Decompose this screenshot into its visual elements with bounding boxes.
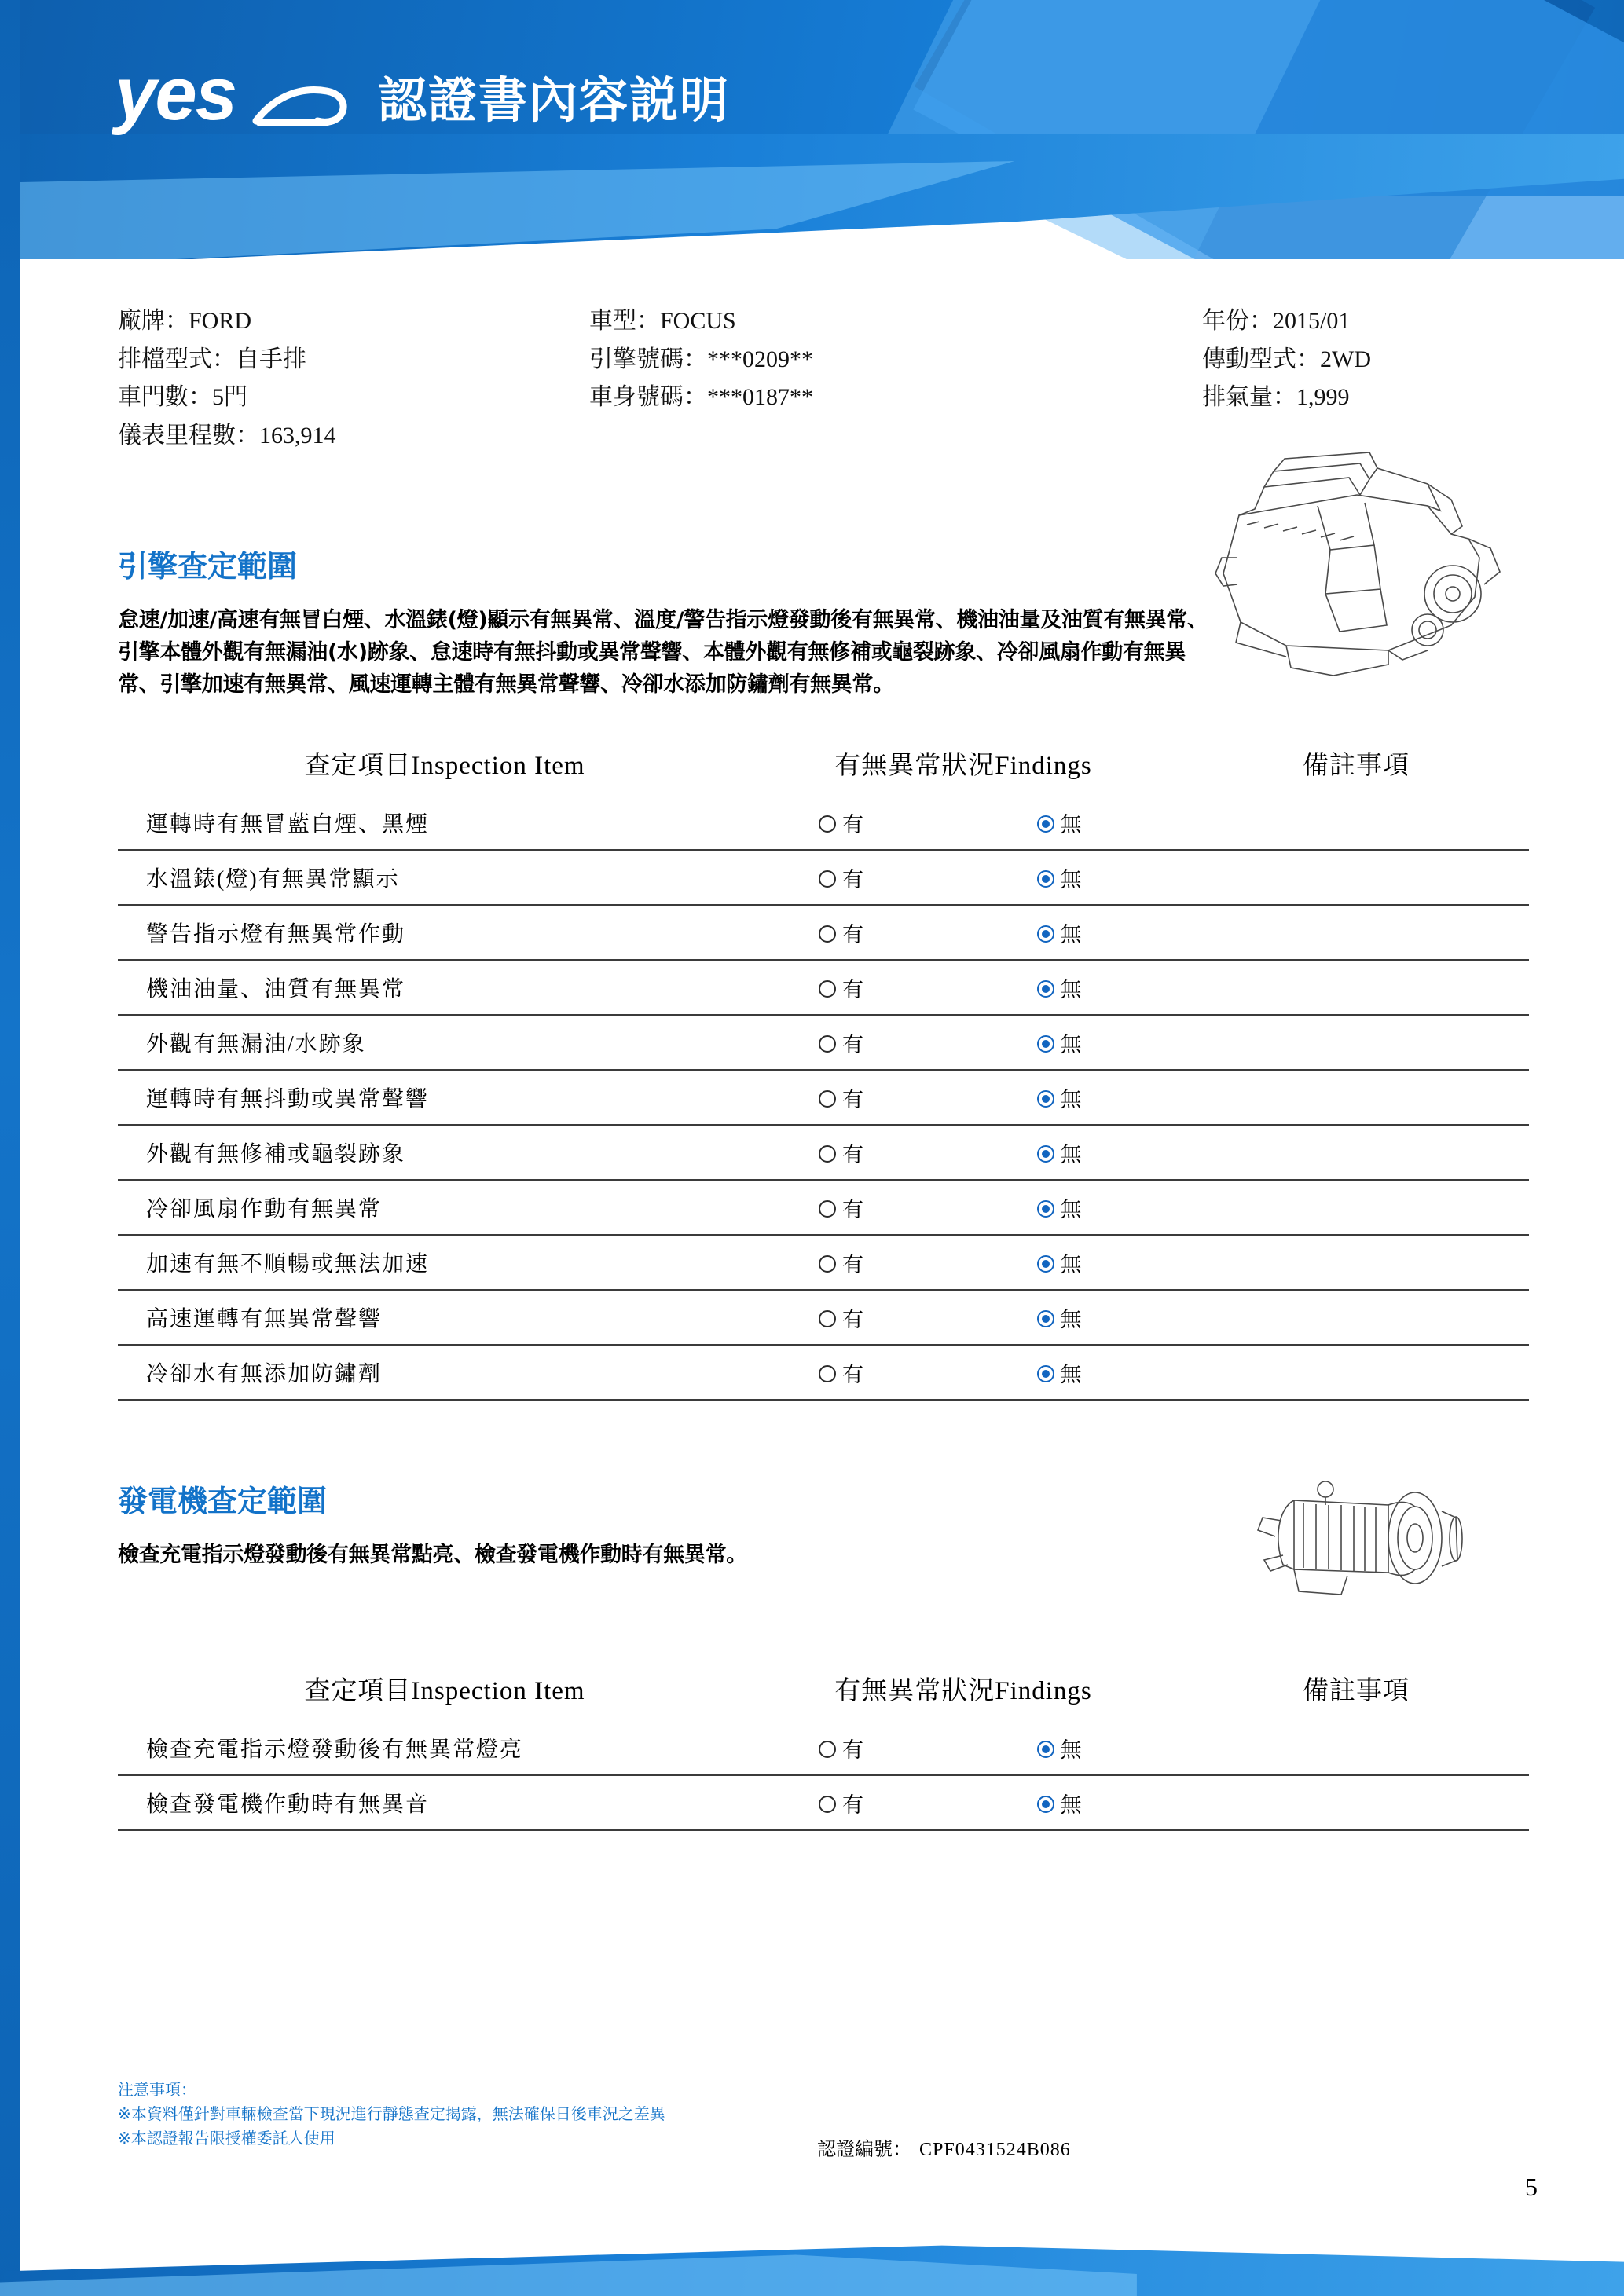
certificate-number-label: 認證編號： — [817, 2140, 911, 2160]
table-row — [118, 960, 1529, 1015]
left-blue-edge — [0, 0, 20, 2296]
info-value: ***0209** — [707, 346, 813, 372]
vehicle-info-row — [118, 302, 1516, 341]
radio-no-label: 無 — [1060, 1087, 1082, 1111]
brand-logo — [115, 52, 350, 143]
radio-yes-label: 有 — [842, 1142, 863, 1166]
radio-yes-label: 有 — [842, 867, 863, 892]
findings-cell — [743, 1721, 1183, 1775]
note-cell — [1183, 1721, 1529, 1775]
info-value: 1,999 — [1296, 384, 1350, 411]
findings-cell — [743, 1775, 1183, 1830]
table-header-row — [118, 738, 1529, 796]
note-cell — [1183, 1345, 1529, 1400]
radio-yes-label: 有 — [842, 1307, 863, 1331]
table-row — [118, 1235, 1529, 1290]
table-row — [118, 1345, 1529, 1400]
inspection-item-label: 水溫錶(燈)有無異常顯示 — [118, 850, 743, 905]
info-transmission — [118, 341, 589, 379]
column-header-note: 備註事項 — [1303, 752, 1410, 781]
radio-option-yes[interactable] — [743, 1302, 952, 1333]
info-label: 年份： — [1202, 308, 1273, 334]
radio-yes-icon[interactable] — [819, 1035, 836, 1053]
table-row — [118, 1721, 1529, 1775]
radio-yes-icon[interactable] — [819, 925, 836, 943]
footer-notice-line-2: ※本認證報告限授權委託人使用 — [118, 2129, 335, 2148]
note-cell — [1183, 850, 1529, 905]
info-mileage — [118, 417, 589, 456]
inspection-table-alternator — [118, 1664, 1529, 1831]
radio-yes-label: 有 — [842, 922, 863, 947]
radio-yes-icon[interactable] — [819, 1145, 836, 1163]
inspection-item-label: 外觀有無修補或龜裂跡象 — [118, 1125, 743, 1180]
note-cell — [1183, 960, 1529, 1015]
radio-yes-label: 有 — [842, 812, 863, 837]
note-cell — [1183, 905, 1529, 960]
inspection-item-label: 運轉時有無抖動或異常聲響 — [118, 1070, 743, 1125]
radio-yes-label: 有 — [842, 1032, 863, 1056]
vehicle-info-row — [118, 341, 1516, 379]
note-cell — [1183, 1290, 1529, 1345]
findings-cell — [743, 1180, 1183, 1235]
radio-yes-icon[interactable] — [819, 1255, 836, 1273]
radio-option-no[interactable] — [952, 972, 1183, 1003]
inspection-item-label: 加速有無不順暢或無法加速 — [118, 1235, 743, 1290]
column-header-note: 備註事項 — [1303, 1677, 1410, 1706]
radio-yes-icon[interactable] — [819, 815, 836, 833]
inspection-item-label: 檢查充電指示燈發動後有無異常燈亮 — [118, 1721, 743, 1775]
table-row — [118, 905, 1529, 960]
radio-no-icon[interactable] — [1037, 1310, 1054, 1327]
info-label: 引擎號碼： — [589, 346, 707, 372]
radio-yes-icon[interactable] — [819, 1310, 836, 1327]
radio-no-label: 無 — [1060, 1197, 1082, 1221]
footer-band — [0, 2241, 1624, 2296]
radio-option-no[interactable] — [952, 1357, 1183, 1388]
radio-option-yes[interactable] — [743, 862, 952, 893]
info-value: 5門 — [212, 384, 247, 411]
info-displacement — [1202, 379, 1516, 417]
radio-option-no[interactable] — [952, 1302, 1183, 1333]
radio-no-label: 無 — [1060, 1307, 1082, 1331]
vehicle-info-row — [118, 379, 1516, 417]
radio-yes-label: 有 — [842, 1087, 863, 1111]
inspection-item-label: 冷卻風扇作動有無異常 — [118, 1180, 743, 1235]
info-value: 163,914 — [259, 422, 336, 449]
info-vin — [589, 379, 1202, 417]
table-row — [118, 796, 1529, 850]
findings-cell — [743, 960, 1183, 1015]
radio-yes-icon[interactable] — [819, 1200, 836, 1218]
radio-no-icon[interactable] — [1037, 1255, 1054, 1273]
info-value: 2015/01 — [1273, 308, 1351, 334]
info-value: FORD — [189, 308, 252, 334]
radio-option-no[interactable] — [952, 917, 1183, 948]
radio-yes-label: 有 — [842, 1738, 863, 1762]
inspection-item-label: 機油油量、油質有無異常 — [118, 960, 743, 1015]
section-title-alternator: 發電機查定範圍 — [118, 1484, 328, 1518]
note-cell — [1183, 796, 1529, 850]
page-number: 5 — [1525, 2173, 1538, 2201]
radio-no-icon[interactable] — [1037, 815, 1054, 833]
info-value: 2WD — [1320, 346, 1371, 372]
radio-option-yes[interactable] — [743, 972, 952, 1003]
radio-option-yes[interactable] — [743, 1357, 952, 1388]
info-label: 排檔型式： — [118, 346, 236, 372]
info-drivetrain — [1202, 341, 1516, 379]
radio-no-icon[interactable] — [1037, 1796, 1054, 1813]
info-label: 廠牌： — [118, 308, 189, 334]
column-header-item: 查定項目Inspection Item — [304, 752, 585, 781]
radio-no-icon[interactable] — [1037, 870, 1054, 888]
radio-yes-label: 有 — [842, 1362, 863, 1386]
radio-no-label: 無 — [1060, 922, 1082, 947]
radio-no-icon[interactable] — [1037, 1200, 1054, 1218]
radio-no-icon[interactable] — [1037, 925, 1054, 943]
radio-option-yes[interactable] — [743, 1788, 952, 1818]
radio-option-yes[interactable] — [743, 807, 952, 838]
radio-yes-label: 有 — [842, 977, 863, 1002]
section-engine — [118, 542, 1524, 1401]
radio-yes-icon[interactable] — [819, 1090, 836, 1108]
radio-option-no[interactable] — [952, 1192, 1183, 1223]
footer-notice — [118, 2078, 665, 2151]
inspection-item-label: 外觀有無漏油/水跡象 — [118, 1015, 743, 1070]
inspection-item-label: 警告指示燈有無異常作動 — [118, 905, 743, 960]
radio-no-icon[interactable] — [1037, 980, 1054, 998]
radio-no-label: 無 — [1060, 1252, 1082, 1276]
findings-cell — [743, 1125, 1183, 1180]
radio-no-label: 無 — [1060, 1792, 1082, 1817]
table-header-row — [118, 1664, 1529, 1721]
radio-yes-icon[interactable] — [819, 870, 836, 888]
findings-cell — [743, 796, 1183, 850]
column-header-item: 查定項目Inspection Item — [304, 1677, 585, 1706]
radio-option-no[interactable] — [952, 862, 1183, 893]
radio-option-yes[interactable] — [743, 1082, 952, 1113]
radio-no-icon[interactable] — [1037, 1365, 1054, 1382]
radio-yes-icon[interactable] — [819, 1365, 836, 1382]
radio-option-no[interactable] — [952, 1082, 1183, 1113]
table-row — [118, 1775, 1529, 1830]
findings-cell — [743, 1235, 1183, 1290]
table-row — [118, 1125, 1529, 1180]
radio-option-no[interactable] — [952, 1137, 1183, 1168]
note-cell — [1183, 1775, 1529, 1830]
radio-yes-icon[interactable] — [819, 1796, 836, 1813]
note-cell — [1183, 1070, 1529, 1125]
findings-cell — [743, 1290, 1183, 1345]
info-label: 車門數： — [118, 384, 212, 411]
table-row — [118, 1015, 1529, 1070]
radio-yes-icon[interactable] — [819, 1741, 836, 1758]
radio-no-icon[interactable] — [1037, 1741, 1054, 1758]
radio-option-no[interactable] — [952, 1733, 1183, 1763]
info-doors — [118, 379, 589, 417]
info-brand — [118, 302, 589, 341]
section-description-alternator: 檢查充電指示燈發動後有無異常點亮、檢查發電機作動時有無異常。 — [118, 1543, 747, 1567]
page-header — [20, 0, 1624, 259]
note-cell — [1183, 1235, 1529, 1290]
info-model — [589, 302, 1202, 341]
inspection-item-label: 檢查發電機作動時有無異音 — [118, 1775, 743, 1830]
info-engine-number — [589, 341, 1202, 379]
findings-cell — [743, 905, 1183, 960]
info-label: 儀表里程數： — [118, 422, 259, 449]
page-title: 認證書內容説明 — [378, 71, 731, 129]
radio-no-icon[interactable] — [1037, 1035, 1054, 1053]
brand-logo-text: yes — [115, 52, 236, 136]
note-cell — [1183, 1125, 1529, 1180]
radio-no-icon[interactable] — [1037, 1145, 1054, 1163]
inspection-table-engine — [118, 738, 1529, 1401]
radio-option-yes[interactable] — [743, 1247, 952, 1278]
info-value: 自手排 — [236, 346, 306, 372]
radio-option-yes[interactable] — [743, 1137, 952, 1168]
left-white-gap — [20, 0, 28, 2296]
info-value: FOCUS — [660, 308, 736, 334]
footer-notice-title: 注意事項： — [118, 2080, 196, 2099]
radio-option-yes[interactable] — [743, 1027, 952, 1058]
radio-option-no[interactable] — [952, 1247, 1183, 1278]
info-label: 排氣量： — [1202, 384, 1296, 411]
findings-cell — [743, 1015, 1183, 1070]
findings-cell — [743, 1070, 1183, 1125]
radio-no-label: 無 — [1060, 812, 1082, 837]
table-row — [118, 1180, 1529, 1235]
radio-no-label: 無 — [1060, 1362, 1082, 1386]
table-row — [118, 1070, 1529, 1125]
radio-yes-icon[interactable] — [819, 980, 836, 998]
radio-option-yes[interactable] — [743, 1733, 952, 1763]
radio-no-label: 無 — [1060, 867, 1082, 892]
radio-option-no[interactable] — [952, 1027, 1183, 1058]
inspection-item-label: 運轉時有無冒藍白煙、黑煙 — [118, 796, 743, 850]
info-label: 車身號碼： — [589, 384, 707, 411]
radio-no-label: 無 — [1060, 1142, 1082, 1166]
column-header-findings: 有無異常狀況Findings — [834, 752, 1092, 781]
findings-cell — [743, 850, 1183, 905]
table-row — [118, 850, 1529, 905]
certificate-number-value: CPF0431524B086 — [911, 2140, 1079, 2162]
section-title-engine: 引擎查定範圍 — [118, 549, 298, 584]
info-label: 傳動型式： — [1202, 346, 1320, 372]
findings-cell — [743, 1345, 1183, 1400]
footer-notice-line-1: ※本資料僅針對車輛檢查當下現況進行靜態查定揭露，無法確保日後車況之差異 — [118, 2104, 665, 2123]
inspection-item-label: 冷卻水有無添加防鏽劑 — [118, 1345, 743, 1400]
radio-option-yes[interactable] — [743, 917, 952, 948]
radio-no-label: 無 — [1060, 1738, 1082, 1762]
radio-option-yes[interactable] — [743, 1192, 952, 1223]
radio-option-no[interactable] — [952, 1788, 1183, 1818]
radio-yes-label: 有 — [842, 1197, 863, 1221]
radio-no-icon[interactable] — [1037, 1090, 1054, 1108]
column-header-findings: 有無異常狀況Findings — [834, 1677, 1092, 1706]
info-value: ***0187** — [707, 384, 813, 411]
info-year — [1202, 302, 1516, 341]
note-cell — [1183, 1015, 1529, 1070]
certificate-number — [817, 2133, 1079, 2161]
info-label: 車型： — [589, 308, 660, 334]
note-cell — [1183, 1180, 1529, 1235]
radio-no-label: 無 — [1060, 977, 1082, 1002]
table-row — [118, 1290, 1529, 1345]
inspection-item-label: 高速運轉有無異常聲響 — [118, 1290, 743, 1345]
vehicle-info-block — [118, 302, 1516, 455]
section-alternator — [118, 1477, 1524, 1831]
radio-option-no[interactable] — [952, 807, 1183, 838]
section-description-engine: 怠速/加速/高速有無冒白煙、水溫錶(燈)顯示有無異常、溫度/警告指示燈發動後有無異常、機油油量及油質有無異常、引擎本體外觀有無漏油(水)跡象、怠速時有無抖動或異常聲響、本體外觀有無修補或龜裂跡象、冷卻風扇作動有無異常、引擎加速有無異常、風速運轉主體有無異常聲響、冷卻水添加防鏽劑有無異常。 — [118, 608, 1208, 698]
radio-yes-label: 有 — [842, 1792, 863, 1817]
radio-yes-label: 有 — [842, 1252, 863, 1276]
radio-no-label: 無 — [1060, 1032, 1082, 1056]
